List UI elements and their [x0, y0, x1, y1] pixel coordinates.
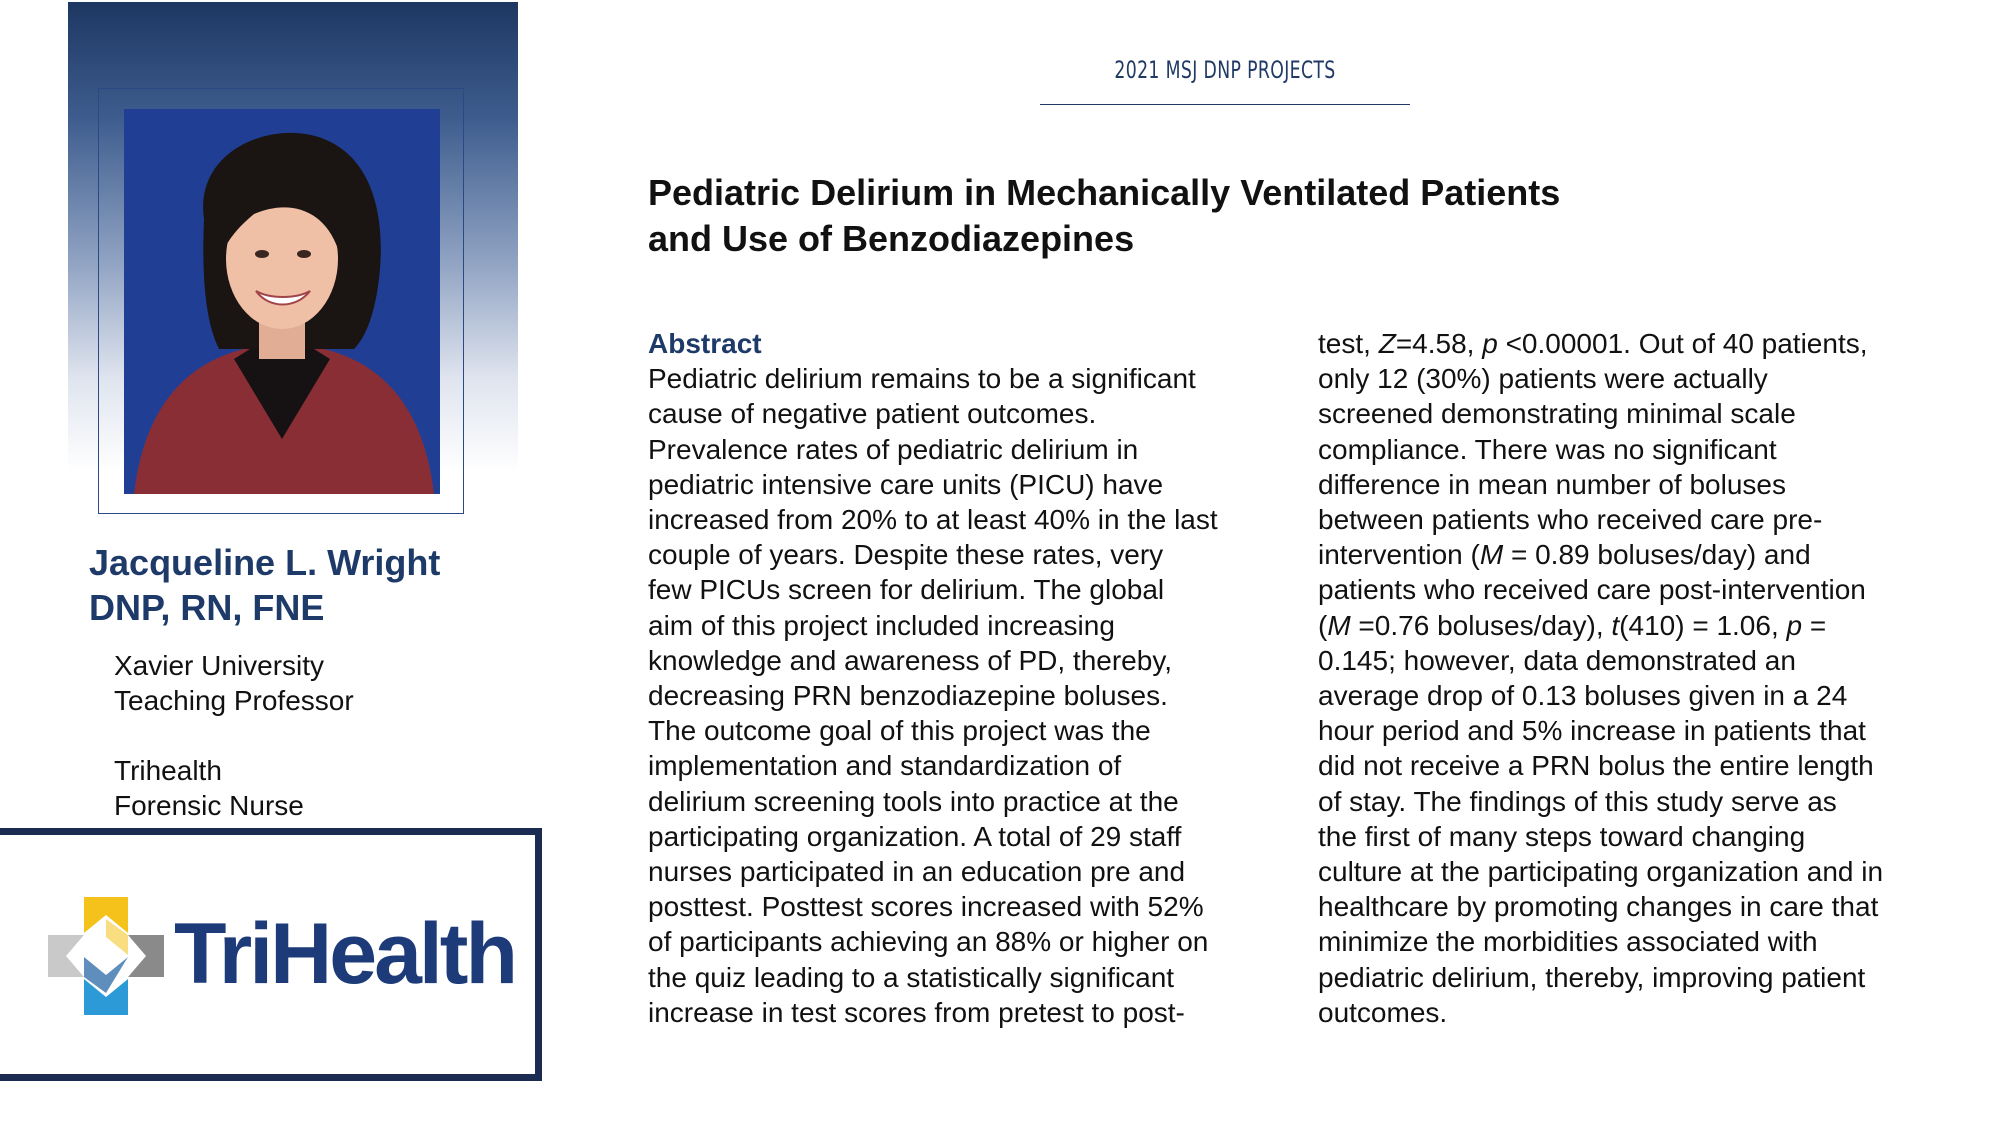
abstract-line: increased from 20% to at least 40% in the last: [648, 504, 1218, 536]
affiliation-trihealth: [114, 753, 514, 823]
abstract-right-column: [1318, 326, 1958, 1030]
abstract-line: only 12 (30%) patients were actually: [1318, 363, 1768, 395]
abstract-line: implementation and standardization of: [648, 750, 1122, 782]
presenter-name: [89, 540, 529, 630]
abstract-line: The outcome goal of this project was the: [648, 715, 1151, 747]
trihealth-logo-text: TriHealth: [174, 906, 515, 1002]
page-title: [648, 170, 1648, 262]
trihealth-cross-icon: [48, 897, 164, 1015]
abstract-line: cause of negative patient outcomes.: [648, 398, 1097, 430]
abstract-line: hour period and 5% increase in patients that: [1318, 715, 1866, 747]
abstract-line: decreasing PRN benzodiazepine boluses.: [648, 680, 1168, 712]
abstract-heading: Abstract: [648, 328, 762, 359]
abstract-line: healthcare by promoting changes in care that: [1318, 891, 1879, 923]
abstract-line: average drop of 0.13 boluses given in a 24: [1318, 680, 1848, 712]
abstract-left-column: [648, 326, 1268, 1030]
abstract-line: Pediatric delirium remains to be a significant: [648, 363, 1196, 395]
abstract-line: compliance. There was no significant: [1318, 433, 1777, 465]
affiliation-xavier: [114, 648, 514, 718]
abstract-line: 0.145; however, data demonstrated an: [1318, 644, 1796, 676]
abstract-line: knowledge and awareness of PD, thereby,: [648, 644, 1173, 676]
abstract-line: of participants achieving an 88% or higher on: [648, 926, 1209, 958]
abstract-line: aim of this project included increasing: [648, 609, 1115, 641]
abstract-line: outcomes.: [1318, 996, 1448, 1028]
abstract-line: patients who received care post-intervention: [1318, 574, 1866, 606]
abstract-line: posttest. Posttest scores increased with 52%: [648, 891, 1204, 923]
title-line: and Use of Benzodiazepines: [648, 218, 1135, 259]
abstract-line: test, Z=4.58, p <0.00001. Out of 40 patients,: [1318, 328, 1868, 359]
abstract-line: between patients who received care pre-: [1318, 504, 1823, 536]
affiliation-role: Forensic Nurse: [114, 790, 304, 821]
abstract-line: pediatric intensive care units (PICU) have: [648, 468, 1164, 500]
abstract-line: (M =0.76 boluses/day), t(410) = 1.06, p =: [1318, 609, 1827, 641]
header-divider: [1040, 104, 1410, 105]
affiliation-role: Teaching Professor: [114, 685, 354, 716]
title-line: Pediatric Delirium in Mechanically Ventilated Patients: [648, 172, 1561, 213]
abstract-line: the quiz leading to a statistically significant: [648, 961, 1175, 993]
abstract-line: culture at the participating organization and in: [1318, 856, 1884, 888]
abstract-line: nurses participated in an education pre and: [648, 856, 1186, 888]
abstract-line: pediatric delirium, thereby, improving patient: [1318, 961, 1866, 993]
abstract-line: minimize the morbidities associated with: [1318, 926, 1818, 958]
series-label: 2021 MSJ DNP PROJECTS: [1114, 56, 1336, 84]
abstract-line: of stay. The findings of this study serve as: [1318, 785, 1837, 817]
abstract-line: intervention (M = 0.89 boluses/day) and: [1318, 539, 1811, 571]
portrait-photo-icon: [124, 109, 440, 494]
abstract-line: Prevalence rates of pediatric delirium in: [648, 433, 1139, 465]
abstract-line: delirium screening tools into practice at the: [648, 785, 1179, 817]
abstract-line: did not receive a PRN bolus the entire length: [1318, 750, 1874, 782]
presenter-name-line: Jacqueline L. Wright: [89, 542, 441, 583]
presenter-credentials-line: DNP, RN, FNE: [89, 587, 325, 628]
abstract-line: couple of years. Despite these rates, very: [648, 539, 1164, 571]
abstract-line: participating organization. A total of 29 staff: [648, 820, 1182, 852]
abstract-line: the first of many steps toward changing: [1318, 820, 1806, 852]
abstract-line: few PICUs screen for delirium. The global: [648, 574, 1165, 606]
affiliation-org: Xavier University: [114, 650, 325, 681]
abstract-line: increase in test scores from pretest to post-: [648, 996, 1185, 1028]
affiliation-org: Trihealth: [114, 755, 222, 786]
abstract-line: difference in mean number of boluses: [1318, 468, 1786, 500]
abstract-line: screened demonstrating minimal scale: [1318, 398, 1796, 430]
